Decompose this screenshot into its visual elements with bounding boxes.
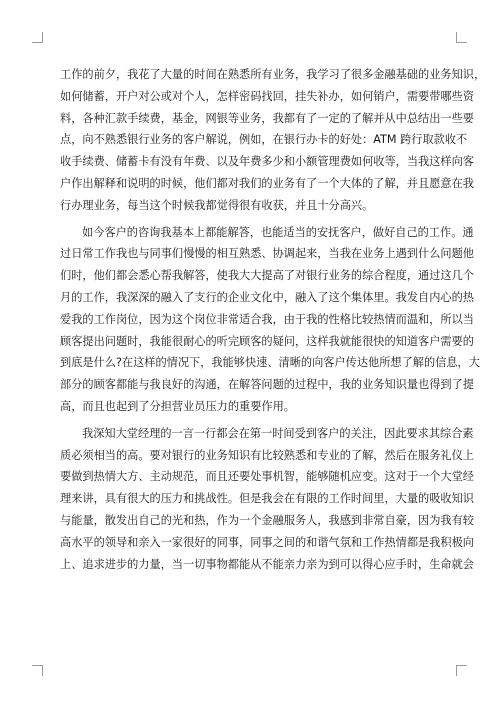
paragraph-3 — [60, 423, 474, 576]
text-line: 质必须相当的高。要对银行的业务知识有比较熟悉和专业的了解，然后在服务礼仪上 — [60, 448, 474, 462]
crop-mark-bottom-left — [32, 665, 43, 676]
text-line: 顾客提出问题时，我能很耐心的听完顾客的疑问，这样我就能很快的知道客户需要的 — [60, 334, 474, 348]
text-line: 工作的前夕，我花了大量的时间在熟悉所有业务，我学习了很多金融基础的业务知识， — [60, 68, 486, 81]
text-line: 到底是什么?在这样的情况下，我能够快速、清晰的向客户传达他所想了解的信息，大 — [60, 356, 480, 370]
paragraph-1 — [60, 64, 486, 217]
text-line: 过日常工作我也与同事们慢慢的相互熟悉、协调起来，当我在业务上遇到什么问题他 — [60, 247, 474, 261]
text-line: 料，各种汇款手续费，基金，网银等业务，我都有了一定的了解并从中总结出一些要 — [60, 111, 474, 125]
text-line: 理来讲，具有很大的压力和挑战性。但是我会在有限的工作时间里，大量的吸收知识 — [60, 492, 474, 506]
text-line: 与能量，散发出自己的光和热，作为一个金融服务人，我感到非常自豪，因为我有较 — [60, 513, 474, 527]
text-line: 高，而且也起到了分担营业员压力的重要作用。 — [60, 399, 295, 413]
text-line: 如今客户的咨询我基本上都能解答，也能适当的安抚客户，做好自己的工作。通 — [82, 225, 474, 239]
crop-mark-top-right — [456, 32, 467, 43]
text-line: 点，向不熟悉银行业务的客户解说，例如，在银行办卡的好处：ATM 跨行取款收不 — [60, 133, 468, 147]
text-line: 月的工作，我深深的融入了支行的企业文化中，融入了这个集体里。我发自内心的热 — [60, 290, 474, 304]
document-body — [60, 64, 486, 575]
crop-mark-top-left — [32, 32, 43, 43]
text-line: 爱我的工作岗位，因为这个岗位非常适合我，由于我的性格比较热情而温和，所以当 — [60, 312, 474, 326]
text-line: 我深知大堂经理的一言一行都会在第一时间受到客户的关注，因此要求其综合素 — [82, 426, 474, 440]
text-line: 要做到热情大方、主动规范，而且还要处事机智，能够随机应变。这对于一个大堂经 — [60, 470, 474, 484]
text-line: 如何储蓄，开户对公或对个人，怎样密码找回，挂失补办，如何销户，需要带哪些资 — [60, 89, 474, 103]
text-line: 户作出解释和说明的时候，他们都对我们的业务有了一个大体的了解，并且愿意在我 — [60, 176, 474, 190]
text-line: 们时，他们都会悉心帮我解答，使我大大提高了对银行业务的综合程度，通过这几个 — [60, 269, 474, 283]
crop-mark-bottom-right — [456, 665, 467, 676]
paragraph-2 — [60, 222, 480, 418]
text-line: 高水平的领导和亲入一家很好的同事，同事之间的和谐气氛和工作热情都是我积极向 — [60, 535, 474, 549]
text-line: 行办理业务，每当这个时候我都觉得很有收获，并且十分高兴。 — [60, 198, 374, 212]
text-line: 收手续费、储蓄卡有没有年费、以及年费多少和小额管理费如何收等，当我这样向客 — [60, 155, 474, 169]
text-line: 部分的顾客都能与我良好的沟通，在解答问题的过程中，我的业务知识量也得到了提 — [60, 378, 474, 392]
text-line: 上、追求进步的力量，当一切事物都能从不能亲力亲为到可以得心应手时，生命就会 — [60, 557, 474, 571]
